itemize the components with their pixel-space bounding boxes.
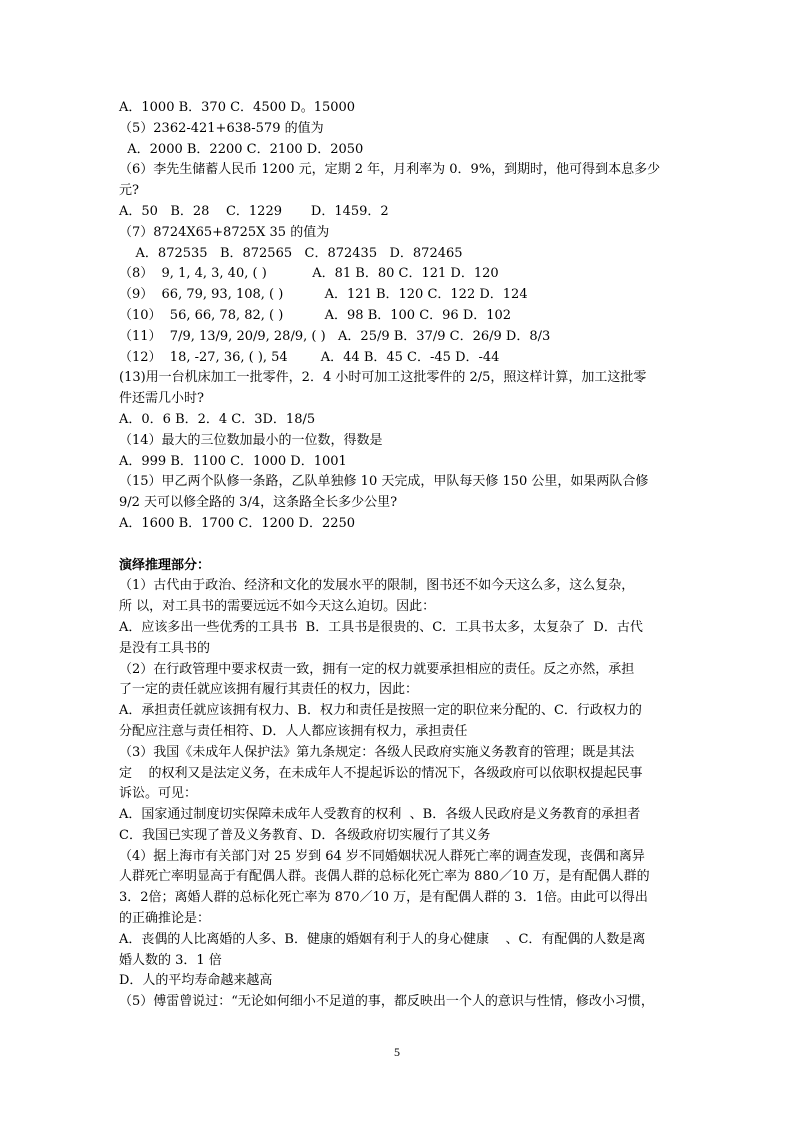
text-line: （3）我国《未成年人保护法》第九条规定：各级人民政府实施义务教育的管理；既是其法 — [119, 744, 635, 760]
text-line: A．1600 B．1700 C．1200 D．2250 — [119, 515, 356, 531]
text-line: 分配应注意与责任相符、D．人人都应该拥有权力，承担责任 — [119, 723, 468, 739]
page-number: 5 — [394, 1045, 400, 1059]
text-line: A．2000 B．2200 C．2100 D．2050 — [119, 141, 364, 157]
text-line: （6）李先生储蓄人民币 1200 元，定期 2 年，月利率为 0．9%，到期时，他可得到本息多少 — [119, 162, 661, 178]
text-line: 诉讼。可见： — [119, 786, 198, 802]
text-line: （7）8724X65+8725X 35 的值为 — [119, 224, 330, 240]
text-line: （14）最大的三位数加最小的一位数，得数是 — [119, 432, 383, 448]
text-line: （11） 7/9, 13/9, 20/9, 28/9, ( ) A．25/9 B．37/9 C．26/9 D．8/3 — [119, 328, 551, 344]
text-line: 是没有工具书的 — [119, 640, 211, 656]
text-line: 件还需几小时? — [119, 391, 204, 407]
text-line: （5）傅雷曾说过：“无论如何细小不足道的事，都反映出一个人的意识与性情，修改小习惯， — [119, 994, 654, 1010]
text-line: （10） 56, 66, 78, 82, ( ) A．98 B．100 C．96 D．102 — [119, 307, 512, 323]
text-line: 9/2 天可以修全路的 3/4，这条路全长多少公里? — [119, 495, 398, 511]
text-line: （9） 66, 79, 93, 108, ( ) A．121 B．120 C．122 D．124 — [119, 287, 528, 303]
text-line: A．0．6 B．2．4 C．3D．18/5 — [119, 411, 316, 427]
text-line: A．1000 B．370 C．4500 D。15000 — [119, 100, 356, 115]
text-line: 人群死亡率明显高于有配偶人群。丧偶人群的总标化死亡率为 880／10 万，是有配偶人群的 — [119, 869, 650, 885]
text-line: （15）甲乙两个队修一条路，乙队单独修 10 天完成，甲队每天修 150 公里，如果两队合修 — [119, 474, 649, 490]
text-line: D．人的平均寿命越来越高 — [119, 973, 273, 989]
text-line: 的正确推论是： — [119, 911, 211, 927]
text-line: 3．2倍；离婚人群的总标化死亡率为 870／10 万，是有配偶人群的 3．1倍。由此可以得出 — [119, 890, 648, 906]
text-line: （1）古代由于政治、经济和文化的发展水平的限制，图书还不如今天这么多，这么复杂， — [119, 578, 635, 594]
text-line: （12） 18, -27, 36, ( ), 54 A．44 B．45 C．-45 D．-44 — [119, 349, 500, 365]
text-line: （4）据上海市有关部门对 25 岁到 64 岁不同婚姻状况人群死亡率的调查发现，丧偶和离异 — [119, 848, 645, 864]
text-line: A．50 B．28 C．1229 D．1459．2 — [119, 203, 389, 219]
text-line: （2）在行政管理中要求权责一致，拥有一定的权力就要承担相应的责任。反之亦然，承担 — [119, 661, 635, 677]
text-line: A．999 B．1100 C．1000 D．1001 — [119, 453, 347, 469]
text-line: (13)用一台机床加工一批零件，2．4 小时可加工这批零件的 2/5，照这样计算，加工这批零 — [119, 370, 647, 386]
text-line: 所 以，对工具书的需要远远不如今天这么迫切。因此： — [119, 599, 436, 615]
text-line: C．我国已实现了普及义务教育、D．各级政府切实履行了其义务 — [119, 827, 491, 843]
text-line: 定 的权利又是法定义务，在未成年人不提起诉讼的情况下，各级政府可以依职权提起民事 — [119, 765, 643, 781]
section-spacer — [119, 535, 689, 556]
text-line: （8） 9, 1, 4, 3, 40, ( ) A．81 B．80 C．121 D．120 — [119, 266, 499, 282]
text-line: A．承担责任就应该拥有权力、B．权力和责任是按照一定的职位来分配的、C．行政权力的 — [119, 703, 642, 719]
text-line: 了一定的责任就应该拥有履行其责任的权力，因此： — [119, 682, 419, 698]
text-line: 婚人数的 3．1 倍 — [119, 952, 222, 968]
text-line: 元? — [119, 183, 139, 199]
text-line: A．丧偶的人比离婚的人多、B．健康的婚姻有利于人的身心健康 、C．有配偶的人数是离 — [119, 931, 646, 947]
text-line: A．应该多出一些优秀的工具书 B．工具书是很贵的、C．工具书太多，太复杂了 D．古代 — [119, 619, 643, 635]
page-content — [119, 98, 689, 1013]
text-line: （5）2362-421+638-579 的值为 — [119, 120, 324, 136]
section-heading: 演绎推理部分： — [119, 557, 211, 573]
text-line: A．国家通过制度切实保障未成年人受教育的权利 、B．各级人民政府是义务教育的承担者 — [119, 807, 641, 823]
text-line: A．872535 B．872565 C．872435 D．872465 — [119, 245, 463, 261]
